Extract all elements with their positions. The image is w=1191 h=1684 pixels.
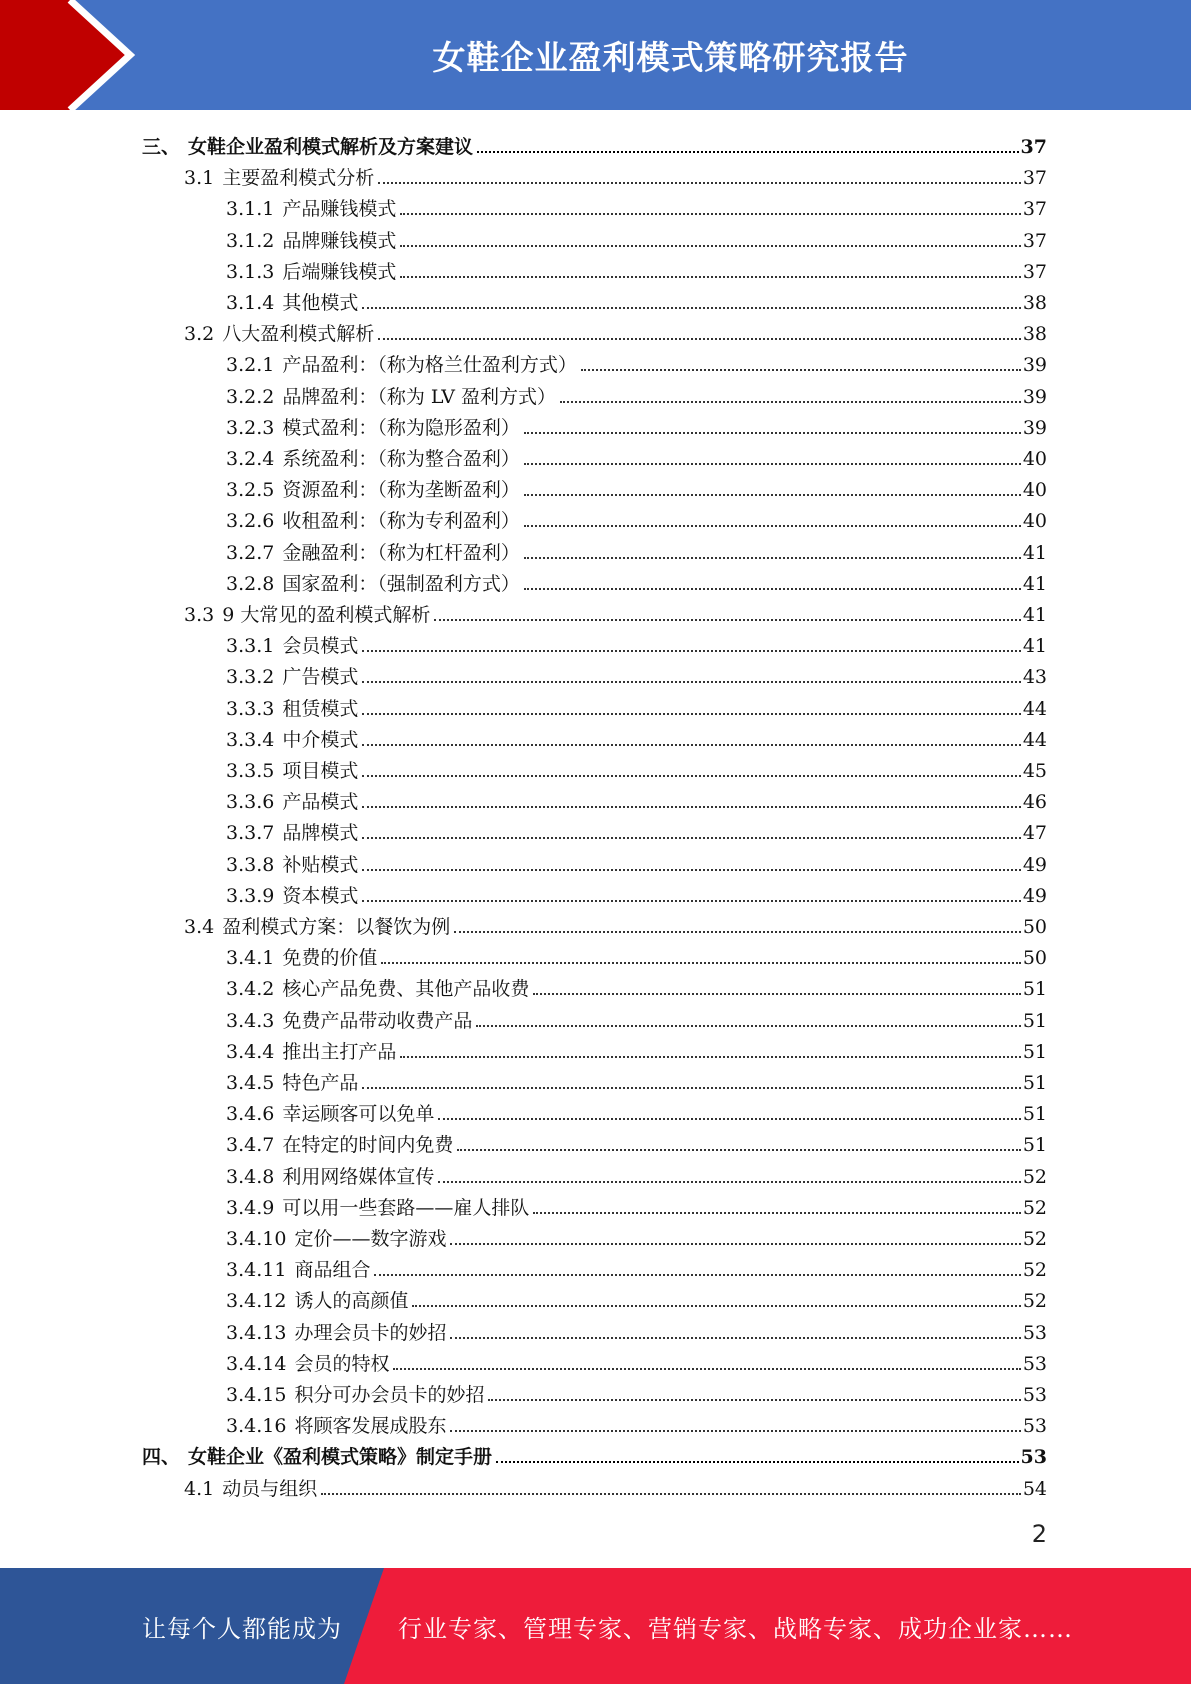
toc-entry-number: 3.1: [184, 167, 215, 190]
toc-entry-page: 51: [1022, 1072, 1047, 1094]
toc-entry-number: 3.3.6: [226, 791, 275, 814]
toc-entry-title: 品牌赚钱模式: [282, 229, 397, 252]
toc-dot-leader: [438, 1118, 1020, 1120]
toc-entry-number: 3.3.5: [226, 760, 275, 782]
toc-entry-page: 39: [1022, 354, 1047, 377]
toc-entry[interactable]: [226, 1002, 1047, 1033]
toc-dot-leader: [450, 1337, 1020, 1339]
toc-entry[interactable]: [226, 534, 1047, 565]
toc-entry-number: 3.3: [184, 604, 215, 626]
toc-entry[interactable]: [226, 1345, 1047, 1376]
toc-entry[interactable]: [226, 502, 1047, 533]
toc-entry-page: 41: [1022, 635, 1047, 658]
toc-entry-number: 3.2.1: [226, 354, 275, 377]
toc-entry-number: 3.4.10: [226, 1228, 287, 1250]
toc-entry-number: 3.4.2: [226, 978, 275, 1001]
toc-entry-page: 44: [1022, 728, 1047, 751]
toc-entry[interactable]: [226, 814, 1047, 845]
toc-dot-leader: [454, 931, 1021, 933]
toc-entry-title: 免费的价值: [282, 947, 378, 970]
toc-entry-page: 40: [1022, 510, 1047, 533]
toc-entry-number: 3.2.6: [226, 510, 275, 533]
toc-entry[interactable]: [226, 1314, 1047, 1345]
toc-dot-leader: [362, 681, 1020, 683]
toc-entry-page: 38: [1022, 292, 1047, 314]
toc-entry-title: 资源盈利：（称为垄断盈利）: [282, 479, 520, 502]
toc-entry[interactable]: [226, 1095, 1047, 1126]
toc-entry[interactable]: [226, 1251, 1047, 1282]
toc-entry-page: 41: [1022, 541, 1047, 564]
toc-dot-leader: [362, 869, 1020, 871]
toc-entry[interactable]: [226, 783, 1047, 814]
toc-dot-leader: [374, 1274, 1020, 1276]
toc-entry[interactable]: [226, 939, 1047, 970]
toc-dot-leader: [488, 1399, 1020, 1401]
toc-entry-number: 3.1.4: [226, 292, 275, 314]
toc-entry-title: 特色产品: [282, 1072, 359, 1094]
toc-entry-number: 四、: [142, 1446, 181, 1469]
toc-entry-page: 47: [1022, 822, 1047, 845]
toc-entry-title: 八大盈利模式解析: [222, 323, 375, 346]
toc-entry-number: 3.2.7: [226, 541, 275, 564]
toc-dot-leader: [560, 401, 1021, 403]
toc-entry[interactable]: [226, 1282, 1047, 1313]
toc-entry[interactable]: [226, 1407, 1047, 1438]
toc-entry-title: 系统盈利：（称为整合盈利）: [282, 448, 520, 470]
toc-entry-number: 3.4.11: [226, 1259, 287, 1282]
toc-entry-number: 3.4.6: [226, 1103, 275, 1126]
toc-entry-title: 模式盈利：（称为隐形盈利）: [282, 416, 520, 439]
toc-entry-number: 3.4.12: [226, 1290, 287, 1313]
toc-entry-number: 3.3.1: [226, 635, 275, 658]
toc-entry-title: 女鞋企业《盈利模式策略》制定手册: [188, 1446, 493, 1469]
toc-dot-leader: [393, 1368, 1020, 1370]
toc-entry[interactable]: [184, 315, 1047, 346]
toc-dot-leader: [450, 1243, 1020, 1245]
toc-entry-number: 3.2.2: [226, 385, 275, 408]
toc-entry[interactable]: [226, 565, 1047, 596]
toc-dot-leader: [496, 1461, 1019, 1463]
toc-entry-title: 产品盈利：（称为格兰仕盈利方式）: [282, 354, 577, 377]
toc-entry[interactable]: [226, 877, 1047, 908]
toc-entry-page: 52: [1022, 1290, 1047, 1313]
toc-entry-title: 办理会员卡的妙招: [294, 1321, 447, 1344]
toc-entry-number: 3.3.3: [226, 697, 275, 720]
toc-entry-page: 52: [1022, 1165, 1047, 1188]
toc-entry-title: 盈利模式方案：以餐饮为例: [222, 916, 451, 938]
toc-entry-title: 会员模式: [282, 635, 359, 658]
toc-entry[interactable]: [226, 440, 1047, 471]
toc-dot-leader: [412, 1305, 1020, 1307]
toc-entry-title: 推出主打产品: [282, 1040, 397, 1063]
toc-entry[interactable]: [142, 128, 1047, 159]
toc-entry-number: 3.4.13: [226, 1321, 287, 1344]
toc-dot-leader: [362, 775, 1020, 777]
toc-entry-number: 3.4.3: [226, 1009, 275, 1032]
toc-dot-leader: [524, 463, 1021, 465]
toc-dot-leader: [476, 1025, 1020, 1027]
toc-dot-leader: [438, 1181, 1020, 1183]
toc-entry-page: 52: [1022, 1228, 1047, 1250]
toc-entry-title: 利用网络媒体宣传: [282, 1165, 435, 1188]
toc-entry[interactable]: [226, 222, 1047, 253]
toc-dot-leader: [362, 837, 1020, 839]
toc-entry[interactable]: [142, 1438, 1047, 1469]
toc-entry[interactable]: [226, 471, 1047, 502]
toc-entry[interactable]: [226, 190, 1047, 221]
toc-entry-title: 国家盈利：（强制盈利方式）: [282, 572, 520, 595]
toc-entry-title: 产品赚钱模式: [282, 198, 397, 221]
toc-entry-page: 41: [1022, 604, 1047, 626]
toc-entry-number: 3.2.3: [226, 416, 275, 439]
page-number: 2: [1031, 1520, 1047, 1548]
toc-entry-title: 幸运顾客可以免单: [282, 1103, 435, 1126]
toc-entry-number: 3.4.4: [226, 1040, 275, 1063]
toc-dot-leader: [524, 432, 1021, 434]
toc-entry[interactable]: [226, 1158, 1047, 1189]
toc-entry-title: 动员与组织: [222, 1477, 318, 1500]
toc-entry-title: 金融盈利：（称为杠杆盈利）: [282, 541, 520, 564]
toc-entry-title: 女鞋企业盈利模式解析及方案建议: [188, 136, 474, 158]
toc-dot-leader: [362, 307, 1020, 309]
toc-entry-title: 将顾客发展成股东: [294, 1415, 447, 1438]
toc-entry-number: 3.2.4: [226, 448, 275, 470]
toc-entry-title: 资本模式: [282, 884, 359, 907]
toc-entry-title: 租赁模式: [282, 697, 359, 720]
toc-entry-title: 免费产品带动收费产品: [282, 1009, 473, 1032]
toc-dot-leader: [362, 806, 1020, 808]
toc-entry-title: 商品组合: [294, 1259, 371, 1282]
toc-entry-page: 53: [1022, 1352, 1047, 1375]
toc-entry-title: 产品模式: [282, 791, 359, 814]
toc-entry-number: 3.4.16: [226, 1415, 287, 1438]
toc-entry-page: 50: [1022, 916, 1047, 938]
toc-entry-title: 后端赚钱模式: [282, 260, 397, 283]
toc-entry-page: 51: [1022, 1009, 1047, 1032]
toc-dot-leader: [378, 182, 1021, 184]
toc-entry-number: 3.2.8: [226, 572, 275, 595]
toc-dot-leader: [524, 588, 1021, 590]
toc-entry-number: 3.4.14: [226, 1352, 287, 1375]
toc-entry-title: 核心产品免费、其他产品收费: [282, 978, 530, 1001]
toc-dot-leader: [524, 494, 1021, 496]
toc-entry-number: 3.4.8: [226, 1165, 275, 1188]
toc-entry-number: 3.3.9: [226, 884, 275, 907]
toc-entry-title: 其他模式: [282, 292, 359, 314]
toc-entry-title: 定价——数字游戏: [294, 1228, 447, 1250]
toc-entry-title: 补贴模式: [282, 853, 359, 876]
toc-entry-title: 品牌模式: [282, 822, 359, 845]
toc-entry-title: 9 大常见的盈利模式解析: [222, 604, 431, 626]
toc-dot-leader: [477, 151, 1019, 153]
toc-dot-leader: [400, 213, 1020, 215]
toc-entry-page: 54: [1022, 1477, 1047, 1500]
toc-entry-page: 52: [1022, 1259, 1047, 1282]
toc-entry-number: 3.4: [184, 916, 215, 938]
toc-entry-page: 53: [1022, 1384, 1047, 1406]
toc-entry-page: 39: [1022, 385, 1047, 408]
toc-entry-number: 3.1.2: [226, 229, 275, 252]
toc-entry[interactable]: [226, 409, 1047, 440]
toc-entry-page: 53: [1020, 1446, 1047, 1469]
toc-dot-leader: [400, 245, 1020, 247]
toc-entry-number: 3.3.2: [226, 666, 275, 689]
toc-entry[interactable]: [226, 253, 1047, 284]
footer-banner: [0, 1568, 1191, 1684]
toc-entry-page: 53: [1022, 1415, 1047, 1438]
toc-entry[interactable]: [226, 690, 1047, 721]
toc-entry-title: 诱人的高颜值: [294, 1290, 409, 1313]
toc-dot-leader: [457, 1149, 1020, 1151]
toc-entry-page: 39: [1022, 416, 1047, 439]
toc-entry-page: 46: [1022, 791, 1047, 814]
toc-entry-page: 37: [1020, 136, 1047, 158]
toc-entry[interactable]: [226, 1220, 1047, 1251]
toc-entry[interactable]: [184, 596, 1047, 627]
toc-entry[interactable]: [226, 846, 1047, 877]
toc-entry[interactable]: [226, 752, 1047, 783]
toc-entry-page: 51: [1022, 1103, 1047, 1126]
toc-dot-leader: [378, 338, 1021, 340]
toc-entry-title: 品牌盈利：（称为 LV 盈利方式）: [282, 385, 557, 408]
toc-entry[interactable]: [184, 1470, 1047, 1501]
header-banner: [0, 0, 1191, 110]
toc-entry-number: 4.1: [184, 1477, 215, 1500]
toc-entry[interactable]: [226, 378, 1047, 409]
toc-dot-leader: [362, 1087, 1020, 1089]
toc-entry[interactable]: [226, 1376, 1047, 1407]
toc-entry[interactable]: [184, 908, 1047, 939]
toc-dot-leader: [362, 900, 1020, 902]
toc-entry-page: 38: [1022, 323, 1047, 346]
document-title: 女鞋企业盈利模式策略研究报告: [432, 37, 909, 77]
toc-entry-page: 37: [1022, 198, 1047, 221]
toc-entry-page: 37: [1022, 229, 1047, 252]
toc-entry-page: 43: [1022, 666, 1047, 689]
toc-entry-number: 3.1.3: [226, 260, 275, 283]
toc-entry[interactable]: [226, 658, 1047, 689]
toc-dot-leader: [362, 744, 1020, 746]
toc-entry[interactable]: [226, 1033, 1047, 1064]
toc-entry-page: 51: [1022, 1040, 1047, 1063]
toc-entry-title: 中介模式: [282, 728, 359, 751]
toc-entry-page: 37: [1022, 260, 1047, 283]
toc-entry-title: 收租盈利：（称为专利盈利）: [282, 510, 520, 533]
toc-entry-title: 可以用一些套路——雇人排队: [282, 1196, 530, 1219]
toc-entry[interactable]: [226, 721, 1047, 752]
toc-dot-leader: [321, 1493, 1021, 1495]
toc-entry-number: 3.2.5: [226, 479, 275, 502]
toc-entry[interactable]: [226, 284, 1047, 315]
toc-dot-leader: [533, 993, 1020, 995]
toc-entry-page: 49: [1022, 853, 1047, 876]
toc-dot-leader: [533, 1212, 1020, 1214]
toc-entry-page: 51: [1022, 1134, 1047, 1157]
toc-entry-page: 44: [1022, 697, 1047, 720]
toc-entry-number: 3.4.5: [226, 1072, 275, 1094]
toc-entry-number: 3.4.1: [226, 947, 275, 970]
toc-entry-number: 3.3.7: [226, 822, 275, 845]
toc-entry[interactable]: [226, 970, 1047, 1001]
toc-entry[interactable]: [226, 627, 1047, 658]
toc-entry-number: 3.4.15: [226, 1384, 287, 1406]
footer-slogan-right: 行业专家、管理专家、营销专家、战略专家、成功企业家……: [398, 1614, 1073, 1643]
footer-slogan-left: 让每个人都能成为: [142, 1614, 342, 1643]
toc-dot-leader: [400, 276, 1020, 278]
toc-entry-number: 3.3.8: [226, 853, 275, 876]
toc-dot-leader: [581, 369, 1021, 371]
toc-entry-number: 3.1.1: [226, 198, 275, 221]
toc-dot-leader: [524, 525, 1021, 527]
toc-entry[interactable]: [226, 1064, 1047, 1095]
toc-entry-number: 3.4.9: [226, 1196, 275, 1219]
toc-entry-page: 49: [1022, 884, 1047, 907]
toc-entry-page: 50: [1022, 947, 1047, 970]
toc-dot-leader: [362, 650, 1020, 652]
toc-entry-title: 广告模式: [282, 666, 359, 689]
toc-entry-title: 积分可办会员卡的妙招: [294, 1384, 485, 1406]
toc-dot-leader: [450, 1430, 1020, 1432]
toc-entry-title: 主要盈利模式分析: [222, 167, 375, 190]
chevron-decoration-icon: [0, 0, 160, 110]
toc-entry-title: 会员的特权: [294, 1352, 390, 1375]
toc-entry[interactable]: [226, 346, 1047, 377]
toc-entry-page: 40: [1022, 479, 1047, 502]
toc-entry-page: 45: [1022, 760, 1047, 782]
toc-entry-title: 在特定的时间内免费: [282, 1134, 454, 1157]
toc-dot-leader: [362, 713, 1020, 715]
toc-entry-title: 项目模式: [282, 760, 359, 782]
toc-entry-number: 3.4.7: [226, 1134, 275, 1157]
toc-entry-number: 三、: [142, 136, 181, 158]
toc-dot-leader: [434, 619, 1020, 621]
toc-entry[interactable]: [226, 1126, 1047, 1157]
toc-dot-leader: [524, 557, 1021, 559]
toc-entry-number: 3.3.4: [226, 728, 275, 751]
toc-entry-page: 53: [1022, 1321, 1047, 1344]
toc-entry-page: 41: [1022, 572, 1047, 595]
toc-entry[interactable]: [184, 159, 1047, 190]
toc-entry[interactable]: [226, 1189, 1047, 1220]
toc-dot-leader: [381, 962, 1020, 964]
toc-entry-page: 37: [1022, 167, 1047, 190]
toc-entry-number: 3.2: [184, 323, 215, 346]
toc-dot-leader: [400, 1056, 1020, 1058]
toc-entry-page: 52: [1022, 1196, 1047, 1219]
toc-entry-page: 51: [1022, 978, 1047, 1001]
toc-entry-page: 40: [1022, 448, 1047, 470]
